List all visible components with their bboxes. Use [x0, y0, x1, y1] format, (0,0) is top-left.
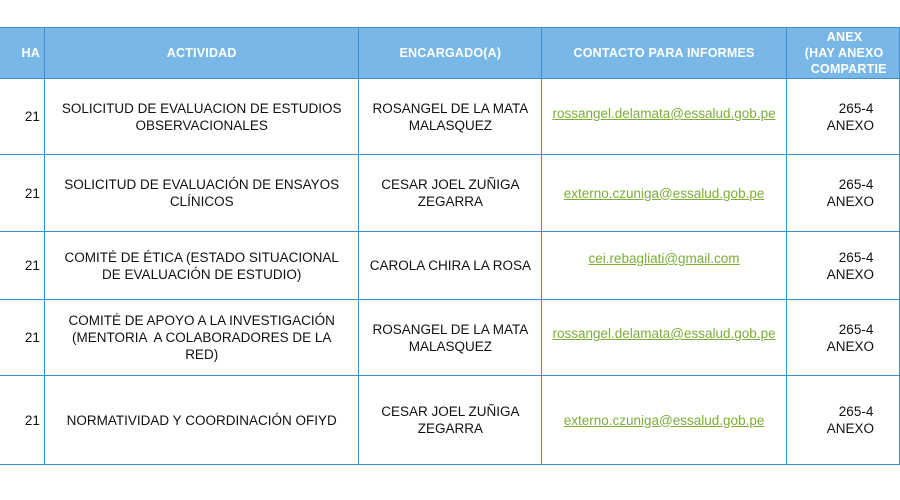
- anexo-number: 265-4: [838, 100, 874, 116]
- anexo-number: 265-4: [838, 404, 874, 419]
- encargado-line: ROSANGEL DE LA MATA: [372, 321, 529, 337]
- fecha-cell: 21: [0, 79, 44, 155]
- actividad-cell: [44, 376, 358, 465]
- encargado-cell: [359, 232, 542, 300]
- header-anexo: [786, 28, 899, 79]
- contacto-cell: [542, 300, 787, 376]
- encargado-cell: [359, 155, 542, 232]
- actividad-line: SOLICITUD DE EVALUACION DE ESTUDIOS: [61, 100, 342, 116]
- header-anexo-line3: COMPARTIE: [810, 62, 887, 76]
- actividad-line: CLÍNICOS: [169, 194, 234, 209]
- actividad-line: DE EVALUACIÓN DE ESTUDIO): [102, 266, 302, 282]
- anexo-cell: [786, 376, 899, 465]
- fecha-cell: 21: [0, 376, 44, 465]
- actividad-line: (MENTORIA A COLABORADORES DE LA: [72, 330, 332, 345]
- email-link[interactable]: externo.czuniga@essalud.gob.pe: [563, 185, 765, 201]
- encargado-line: MALASQUEZ: [408, 117, 492, 133]
- anexo-label: ANEXO: [826, 421, 875, 436]
- anexo-cell: [786, 79, 899, 155]
- contacto-cell: [542, 232, 787, 300]
- encargado-line: ZEGARRA: [417, 194, 483, 209]
- encargado-cell: [359, 79, 542, 155]
- actividad-cell: [44, 79, 358, 155]
- table-row: [0, 79, 900, 155]
- actividad-line: COMITÉ DE ÉTICA (ESTADO SITUACIONAL: [64, 249, 339, 265]
- anexo-cell: [786, 155, 899, 232]
- encargado-line: ROSANGEL DE LA MATA: [372, 100, 529, 116]
- fecha-cell: 21: [0, 155, 44, 232]
- contacto-cell: [542, 376, 787, 465]
- header-anexo-line2: (HAY ANEXO: [804, 46, 884, 60]
- anexo-number: 265-4: [838, 249, 874, 265]
- contacto-cell: [542, 79, 787, 155]
- actividad-line: NORMATIVIDAD Y COORDINACIÓN OFIYD: [66, 412, 337, 428]
- anexo-label: ANEXO: [826, 117, 875, 133]
- actividad-line: SOLICITUD DE EVALUACIÓN DE ENSAYOS: [64, 177, 340, 192]
- header-fecha: HA: [0, 28, 44, 79]
- actividad-cell: [44, 155, 358, 232]
- encargado-line: CESAR JOEL ZUÑIGA: [381, 177, 520, 192]
- table-row: [0, 155, 900, 232]
- anexo-label: ANEXO: [826, 266, 875, 282]
- table-row: [0, 300, 900, 376]
- header-encargado: ENCARGADO(A): [359, 28, 542, 79]
- email-link[interactable]: cei.rebagliati@gmail.com: [588, 251, 740, 266]
- anexo-label: ANEXO: [826, 194, 875, 209]
- table-header-row: [0, 28, 900, 79]
- contacto-cell: [542, 155, 787, 232]
- activities-contact-table: [0, 27, 900, 465]
- actividad-cell: [44, 300, 358, 376]
- anexo-cell: [786, 300, 899, 376]
- actividad-line: OBSERVACIONALES: [135, 117, 268, 133]
- contact-table-container: [0, 27, 900, 465]
- header-actividad: ACTIVIDAD: [44, 28, 358, 79]
- email-link[interactable]: rossangel.delamata@essalud.gob.pe: [552, 106, 776, 121]
- encargado-cell: [359, 376, 542, 465]
- encargado-cell: [359, 300, 542, 376]
- actividad-cell: [44, 232, 358, 300]
- encargado-line: MALASQUEZ: [408, 338, 492, 354]
- header-contacto: CONTACTO PARA INFORMES: [542, 28, 787, 79]
- email-link[interactable]: rossangel.delamata@essalud.gob.pe: [552, 326, 776, 341]
- anexo-number: 265-4: [838, 177, 874, 192]
- fecha-cell: 21: [0, 300, 44, 376]
- table-row: [0, 232, 900, 300]
- fecha-cell: 21: [0, 232, 44, 300]
- actividad-line: RED): [185, 347, 219, 362]
- anexo-number: 265-4: [838, 321, 874, 337]
- header-anexo-line1: ANEX: [826, 30, 863, 44]
- table-row: [0, 376, 900, 465]
- anexo-label: ANEXO: [826, 338, 875, 354]
- anexo-cell: [786, 232, 899, 300]
- email-link[interactable]: externo.czuniga@essalud.gob.pe: [563, 412, 765, 428]
- encargado-line: ZEGARRA: [417, 421, 483, 436]
- encargado-line: CESAR JOEL ZUÑIGA: [381, 404, 520, 419]
- actividad-line: COMITÉ DE APOYO A LA INVESTIGACIÓN: [68, 313, 335, 328]
- encargado-line: CAROLA CHIRA LA ROSA: [369, 258, 532, 273]
